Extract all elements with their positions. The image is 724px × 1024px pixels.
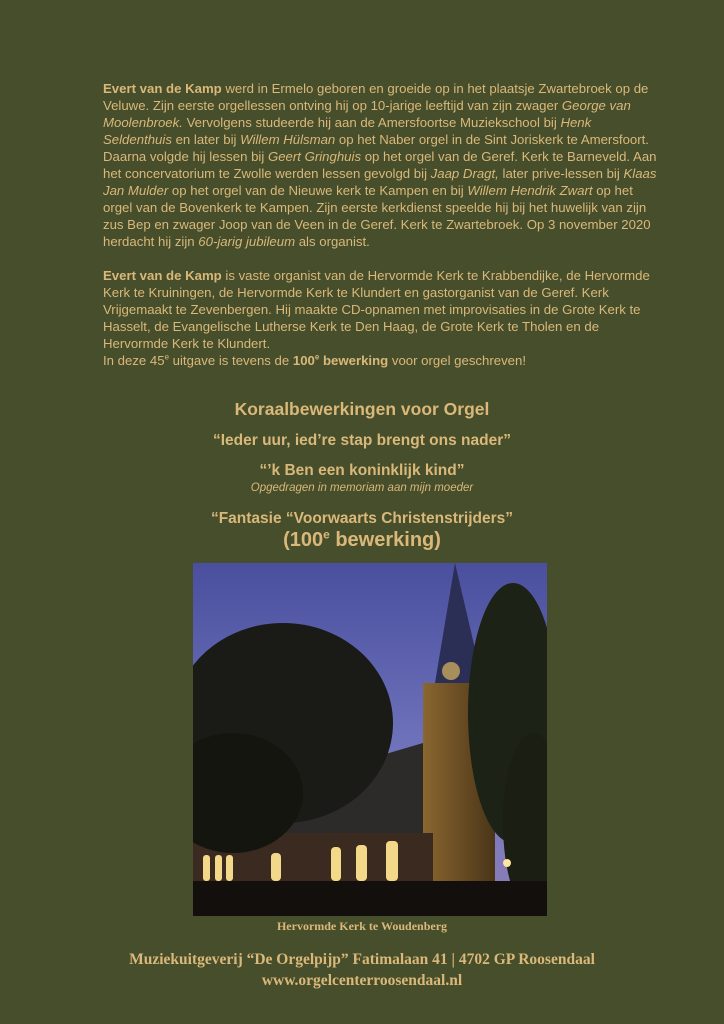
church-photo: [193, 563, 547, 916]
piece-title-3: “Fantasie “Voorwaarts Christenstrijders”: [210, 510, 514, 527]
bio-paragraph-1: Evert van de Kamp werd in Ermelo geboren en groeide op in het plaatsje Zwartebroek op de Veluwe. Zijn eerste orgellessen ontving hij op 10-jarige leeftijd van zijn zwager George van Moolenbroek. Vervolgens studeerde hij aan de Amersfoortse Muziekschool bij Henk Seldenthuis en later bij Willem Hülsman op het Naber orgel in de Sint Joriskerk te Amersfoort. Daarna volgde hij lessen bij Geert Gringhuis op het orgel van de Geref. Kerk te Barneveld. Aan het concervatorium te Zwolle werden lessen gevolgd bij Jaap Dragt, later prive-lessen bij Klaas Jan Mulder op het orgel van de Nieuwe kerk te Kampen en bij Willem Hendrik Zwart op het orgel van de Bovenkerk te Kampen. Zijn eerste kerkdienst speelde hij bij het huwelijk van zijn zus Bep en zwager Joop van de Veen in de Geref. Kerk te Zwartebroek. Op 3 november 2020 herdacht hij zijn 60-jarig jubileum als organist.: [103, 81, 657, 249]
piece-title-4: (100e bewerking): [283, 527, 441, 551]
piece-title-2: “’k Ben een koninklijk kind”: [259, 462, 465, 479]
piece-title-1: “Ieder uur, ied’re stap brengt ons nader”: [212, 432, 511, 449]
website-link[interactable]: www.orgelcenterroosendaal.nl: [261, 972, 463, 989]
section-heading: Koraalbewerkingen voor Orgel: [234, 399, 490, 419]
dedication: Opgedragen in memoriam aan mijn moeder: [250, 482, 474, 494]
bio-paragraph-2: Evert van de Kamp is vaste organist van de Hervormde Kerk te Krabbendijke, de Hervormde Kerk te Kruiningen, de Hervormde Kerk te Klundert en gastorganist van de Geref. Kerk Vrijgemaakt te Zevenbergen. Hij maakte CD-opnamen met improvisaties in de Grote Kerk te Hasselt, de Evangelische Lutherse Kerk te Den Haag, de Grote Kerk te Tholen en de Hervormde Kerk te Klundert. In deze 45e uitgave is tevens de 100e bewerking voor orgel geschreven!: [103, 268, 650, 368]
publisher-address: Muziekuitgeverij “De Orgelpijp” Fatimalaan 41 | 4702 GP Roosendaal: [129, 951, 595, 968]
biography: [103, 80, 663, 386]
church-photo-illustration: [193, 563, 547, 916]
photo-caption: Hervormde Kerk te Woudenberg: [276, 919, 448, 933]
